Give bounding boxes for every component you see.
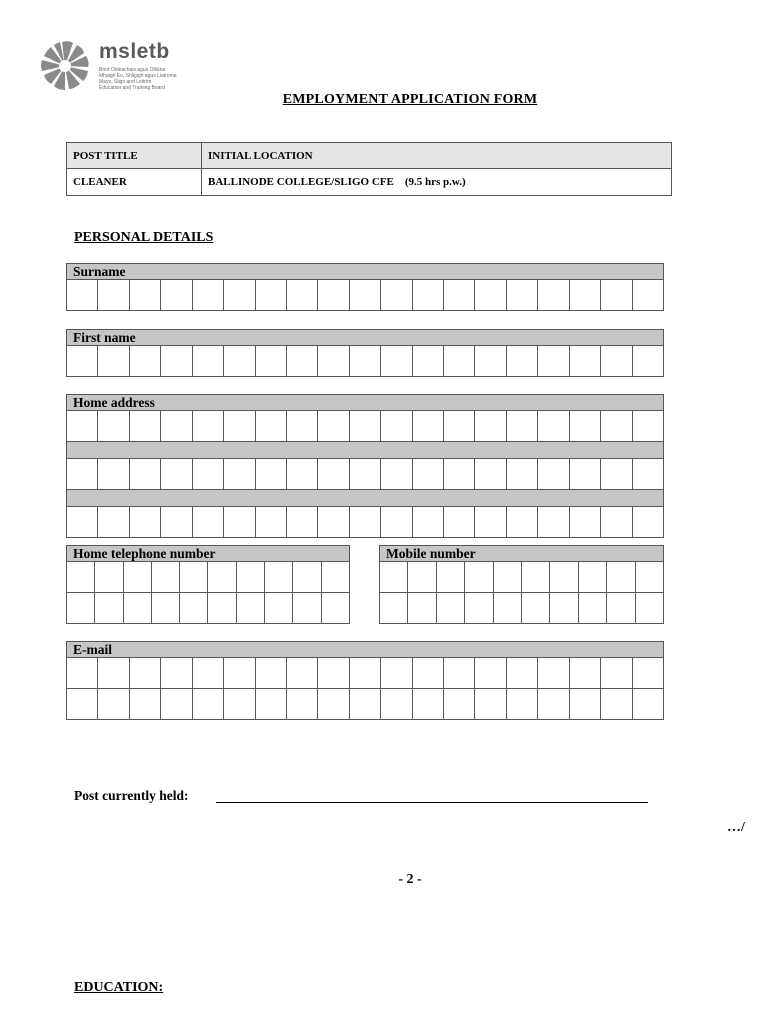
character-box[interactable]: [633, 507, 664, 538]
character-box[interactable]: [633, 411, 664, 442]
character-box[interactable]: [67, 689, 98, 720]
initial-location-header: INITIAL LOCATION: [202, 143, 672, 169]
character-box[interactable]: [570, 459, 601, 490]
character-box[interactable]: [152, 593, 180, 624]
character-box[interactable]: [507, 411, 538, 442]
character-box[interactable]: [507, 280, 538, 311]
home-address-separator: [66, 442, 664, 459]
post-table: [66, 142, 672, 196]
character-box[interactable]: [475, 346, 506, 377]
character-box[interactable]: [98, 507, 129, 538]
character-box[interactable]: [98, 280, 129, 311]
home-address-input-row-3[interactable]: [66, 507, 664, 538]
character-box[interactable]: [633, 280, 664, 311]
character-box[interactable]: [237, 562, 265, 593]
character-box[interactable]: [98, 689, 129, 720]
email-label: E-mail: [66, 641, 664, 658]
character-box[interactable]: [381, 280, 412, 311]
character-box[interactable]: [318, 280, 349, 311]
character-box[interactable]: [380, 593, 408, 624]
character-box[interactable]: [579, 593, 607, 624]
swirl-logo-icon: [36, 40, 94, 92]
character-box[interactable]: [287, 280, 318, 311]
character-box[interactable]: [193, 689, 224, 720]
character-box[interactable]: [380, 562, 408, 593]
character-box[interactable]: [124, 562, 152, 593]
character-box[interactable]: [475, 689, 506, 720]
character-box[interactable]: [193, 346, 224, 377]
character-box[interactable]: [413, 459, 444, 490]
character-box[interactable]: [444, 346, 475, 377]
character-box[interactable]: [601, 411, 632, 442]
character-box[interactable]: [130, 459, 161, 490]
character-box[interactable]: [494, 593, 522, 624]
character-box[interactable]: [318, 507, 349, 538]
character-box[interactable]: [522, 562, 550, 593]
character-box[interactable]: [444, 507, 475, 538]
character-box[interactable]: [130, 280, 161, 311]
character-box[interactable]: [475, 507, 506, 538]
character-box[interactable]: [633, 459, 664, 490]
character-box[interactable]: [538, 689, 569, 720]
character-box[interactable]: [287, 459, 318, 490]
character-box[interactable]: [124, 593, 152, 624]
personal-details-heading: PERSONAL DETAILS: [74, 230, 214, 245]
form-title: EMPLOYMENT APPLICATION FORM: [282, 92, 538, 107]
home-telephone-input-row-1[interactable]: [66, 562, 350, 593]
character-box[interactable]: [413, 689, 444, 720]
character-box[interactable]: [95, 593, 123, 624]
character-box[interactable]: [601, 459, 632, 490]
character-box[interactable]: [444, 411, 475, 442]
character-box[interactable]: [98, 411, 129, 442]
home-address-separator: [66, 490, 664, 507]
character-box[interactable]: [633, 658, 664, 689]
character-box[interactable]: [350, 346, 381, 377]
character-box[interactable]: [601, 280, 632, 311]
character-box[interactable]: [256, 459, 287, 490]
character-box[interactable]: [95, 562, 123, 593]
character-box[interactable]: [507, 459, 538, 490]
character-box[interactable]: [130, 346, 161, 377]
character-box[interactable]: [256, 411, 287, 442]
character-box[interactable]: [607, 562, 635, 593]
character-box[interactable]: [98, 658, 129, 689]
character-box[interactable]: [437, 593, 465, 624]
character-box[interactable]: [224, 459, 255, 490]
character-box[interactable]: [130, 658, 161, 689]
home-telephone-input-row-2[interactable]: [66, 593, 350, 624]
logo-tagline-1: Bord Oideachais agus Oiliúna: [99, 67, 166, 73]
initial-location-value: BALLINODE COLLEGE/SLIGO CFE (9.5 hrs p.w.): [202, 169, 672, 196]
character-box[interactable]: [444, 658, 475, 689]
character-box[interactable]: [413, 658, 444, 689]
character-box[interactable]: [381, 658, 412, 689]
character-box[interactable]: [607, 593, 635, 624]
character-box[interactable]: [538, 411, 569, 442]
mobile-block: [379, 545, 664, 624]
page-number: - 2 -: [398, 872, 422, 887]
character-box[interactable]: [507, 507, 538, 538]
character-box[interactable]: [67, 658, 98, 689]
post-table-value-row: [67, 169, 672, 196]
character-box[interactable]: [67, 346, 98, 377]
character-box[interactable]: [381, 459, 412, 490]
character-box[interactable]: [161, 346, 192, 377]
character-box[interactable]: [318, 411, 349, 442]
post-title-header: POST TITLE: [67, 143, 202, 169]
character-box[interactable]: [98, 459, 129, 490]
character-box[interactable]: [570, 507, 601, 538]
character-box[interactable]: [287, 658, 318, 689]
character-box[interactable]: [287, 689, 318, 720]
mobile-input-row-2[interactable]: [379, 593, 664, 624]
character-box[interactable]: [180, 562, 208, 593]
character-box[interactable]: [224, 507, 255, 538]
character-box[interactable]: [293, 562, 321, 593]
logo-tagline-2: Mhaigh Eo, Shligigh agus Liatroma: [99, 73, 177, 79]
character-box[interactable]: [193, 507, 224, 538]
character-box[interactable]: [570, 411, 601, 442]
surname-label: Surname: [66, 263, 664, 280]
character-box[interactable]: [67, 459, 98, 490]
character-box[interactable]: [67, 411, 98, 442]
character-box[interactable]: [570, 689, 601, 720]
character-box[interactable]: [413, 346, 444, 377]
character-box[interactable]: [444, 689, 475, 720]
character-box[interactable]: [322, 593, 350, 624]
character-box[interactable]: [193, 411, 224, 442]
character-box[interactable]: [152, 562, 180, 593]
surname-input-row[interactable]: [66, 280, 664, 311]
character-box[interactable]: [256, 658, 287, 689]
character-box[interactable]: [256, 689, 287, 720]
home-telephone-label: Home telephone number: [66, 545, 350, 562]
character-box[interactable]: [318, 459, 349, 490]
character-box[interactable]: [601, 507, 632, 538]
character-box[interactable]: [538, 459, 569, 490]
character-box[interactable]: [208, 562, 236, 593]
character-box[interactable]: [437, 562, 465, 593]
character-box[interactable]: [161, 459, 192, 490]
post-table-header-row: [67, 143, 672, 169]
character-box[interactable]: [161, 507, 192, 538]
character-box[interactable]: [193, 280, 224, 311]
mobile-input-row-1[interactable]: [379, 562, 664, 593]
character-box[interactable]: [224, 689, 255, 720]
character-box[interactable]: [570, 658, 601, 689]
character-box[interactable]: [601, 658, 632, 689]
character-box[interactable]: [130, 507, 161, 538]
character-box[interactable]: [601, 689, 632, 720]
mobile-label: Mobile number: [379, 545, 664, 562]
home-address-input-row-1[interactable]: [66, 411, 664, 442]
character-box[interactable]: [265, 562, 293, 593]
character-box[interactable]: [193, 459, 224, 490]
character-box[interactable]: [256, 507, 287, 538]
character-box[interactable]: [444, 459, 475, 490]
post-title-value: CLEANER: [67, 169, 202, 196]
character-box[interactable]: [413, 507, 444, 538]
post-currently-held-line[interactable]: [216, 802, 648, 803]
character-box[interactable]: [67, 562, 95, 593]
character-box[interactable]: [408, 593, 436, 624]
logo-wordmark: msletb: [99, 40, 170, 63]
character-box[interactable]: [161, 658, 192, 689]
character-box[interactable]: [465, 593, 493, 624]
character-box[interactable]: [98, 346, 129, 377]
character-box[interactable]: [444, 280, 475, 311]
character-box[interactable]: [287, 411, 318, 442]
character-box[interactable]: [475, 411, 506, 442]
character-box[interactable]: [494, 562, 522, 593]
character-box[interactable]: [224, 346, 255, 377]
character-box[interactable]: [601, 346, 632, 377]
character-box[interactable]: [130, 411, 161, 442]
email-input-row-2[interactable]: [66, 689, 664, 720]
email-block: [66, 641, 664, 720]
character-box[interactable]: [408, 562, 436, 593]
msletb-logo: [36, 40, 186, 92]
surname-block: [66, 263, 664, 311]
character-box[interactable]: [265, 593, 293, 624]
continued-mark: …/: [727, 820, 745, 835]
character-box[interactable]: [193, 658, 224, 689]
character-box[interactable]: [287, 507, 318, 538]
character-box[interactable]: [224, 658, 255, 689]
character-box[interactable]: [350, 411, 381, 442]
character-box[interactable]: [413, 411, 444, 442]
character-box[interactable]: [381, 689, 412, 720]
home-address-label: Home address: [66, 394, 664, 411]
character-box[interactable]: [579, 562, 607, 593]
logo-tagline-3: Mayo, Sligo and Leitrim: [99, 79, 152, 85]
character-box[interactable]: [180, 593, 208, 624]
character-box[interactable]: [633, 346, 664, 377]
character-box[interactable]: [538, 280, 569, 311]
character-box[interactable]: [507, 346, 538, 377]
home-address-input-row-2[interactable]: [66, 459, 664, 490]
character-box[interactable]: [413, 280, 444, 311]
education-heading: EDUCATION:: [74, 980, 164, 995]
character-box[interactable]: [293, 593, 321, 624]
character-box[interactable]: [256, 280, 287, 311]
character-box[interactable]: [538, 507, 569, 538]
logo-tagline-4: Education and Training Board: [99, 85, 165, 91]
first-name-input-row[interactable]: [66, 346, 664, 377]
character-box[interactable]: [381, 346, 412, 377]
character-box[interactable]: [465, 562, 493, 593]
character-box[interactable]: [318, 689, 349, 720]
character-box[interactable]: [550, 593, 578, 624]
character-box[interactable]: [350, 658, 381, 689]
character-box[interactable]: [507, 658, 538, 689]
character-box[interactable]: [322, 562, 350, 593]
character-box[interactable]: [350, 689, 381, 720]
character-box[interactable]: [570, 280, 601, 311]
character-box[interactable]: [161, 411, 192, 442]
character-box[interactable]: [381, 507, 412, 538]
character-box[interactable]: [550, 562, 578, 593]
character-box[interactable]: [256, 346, 287, 377]
character-box[interactable]: [224, 411, 255, 442]
character-box[interactable]: [224, 280, 255, 311]
first-name-label: First name: [66, 329, 664, 346]
character-box[interactable]: [381, 411, 412, 442]
character-box[interactable]: [538, 346, 569, 377]
character-box[interactable]: [287, 346, 318, 377]
home-address-block: [66, 394, 664, 538]
character-box[interactable]: [350, 459, 381, 490]
character-box[interactable]: [475, 658, 506, 689]
character-box[interactable]: [161, 689, 192, 720]
home-telephone-block: [66, 545, 350, 624]
character-box[interactable]: [633, 689, 664, 720]
character-box[interactable]: [507, 689, 538, 720]
character-box[interactable]: [318, 658, 349, 689]
character-box[interactable]: [208, 593, 236, 624]
character-box[interactable]: [161, 280, 192, 311]
character-box[interactable]: [570, 346, 601, 377]
character-box[interactable]: [67, 280, 98, 311]
character-box[interactable]: [130, 689, 161, 720]
character-box[interactable]: [522, 593, 550, 624]
character-box[interactable]: [67, 593, 95, 624]
character-box[interactable]: [636, 593, 664, 624]
post-currently-held-label: Post currently held:: [74, 788, 189, 803]
character-box[interactable]: [538, 658, 569, 689]
character-box[interactable]: [318, 346, 349, 377]
character-box[interactable]: [475, 280, 506, 311]
character-box[interactable]: [237, 593, 265, 624]
character-box[interactable]: [350, 507, 381, 538]
character-box[interactable]: [636, 562, 664, 593]
first-name-block: [66, 329, 664, 377]
character-box[interactable]: [475, 459, 506, 490]
character-box[interactable]: [350, 280, 381, 311]
character-box[interactable]: [67, 507, 98, 538]
email-input-row-1[interactable]: [66, 658, 664, 689]
